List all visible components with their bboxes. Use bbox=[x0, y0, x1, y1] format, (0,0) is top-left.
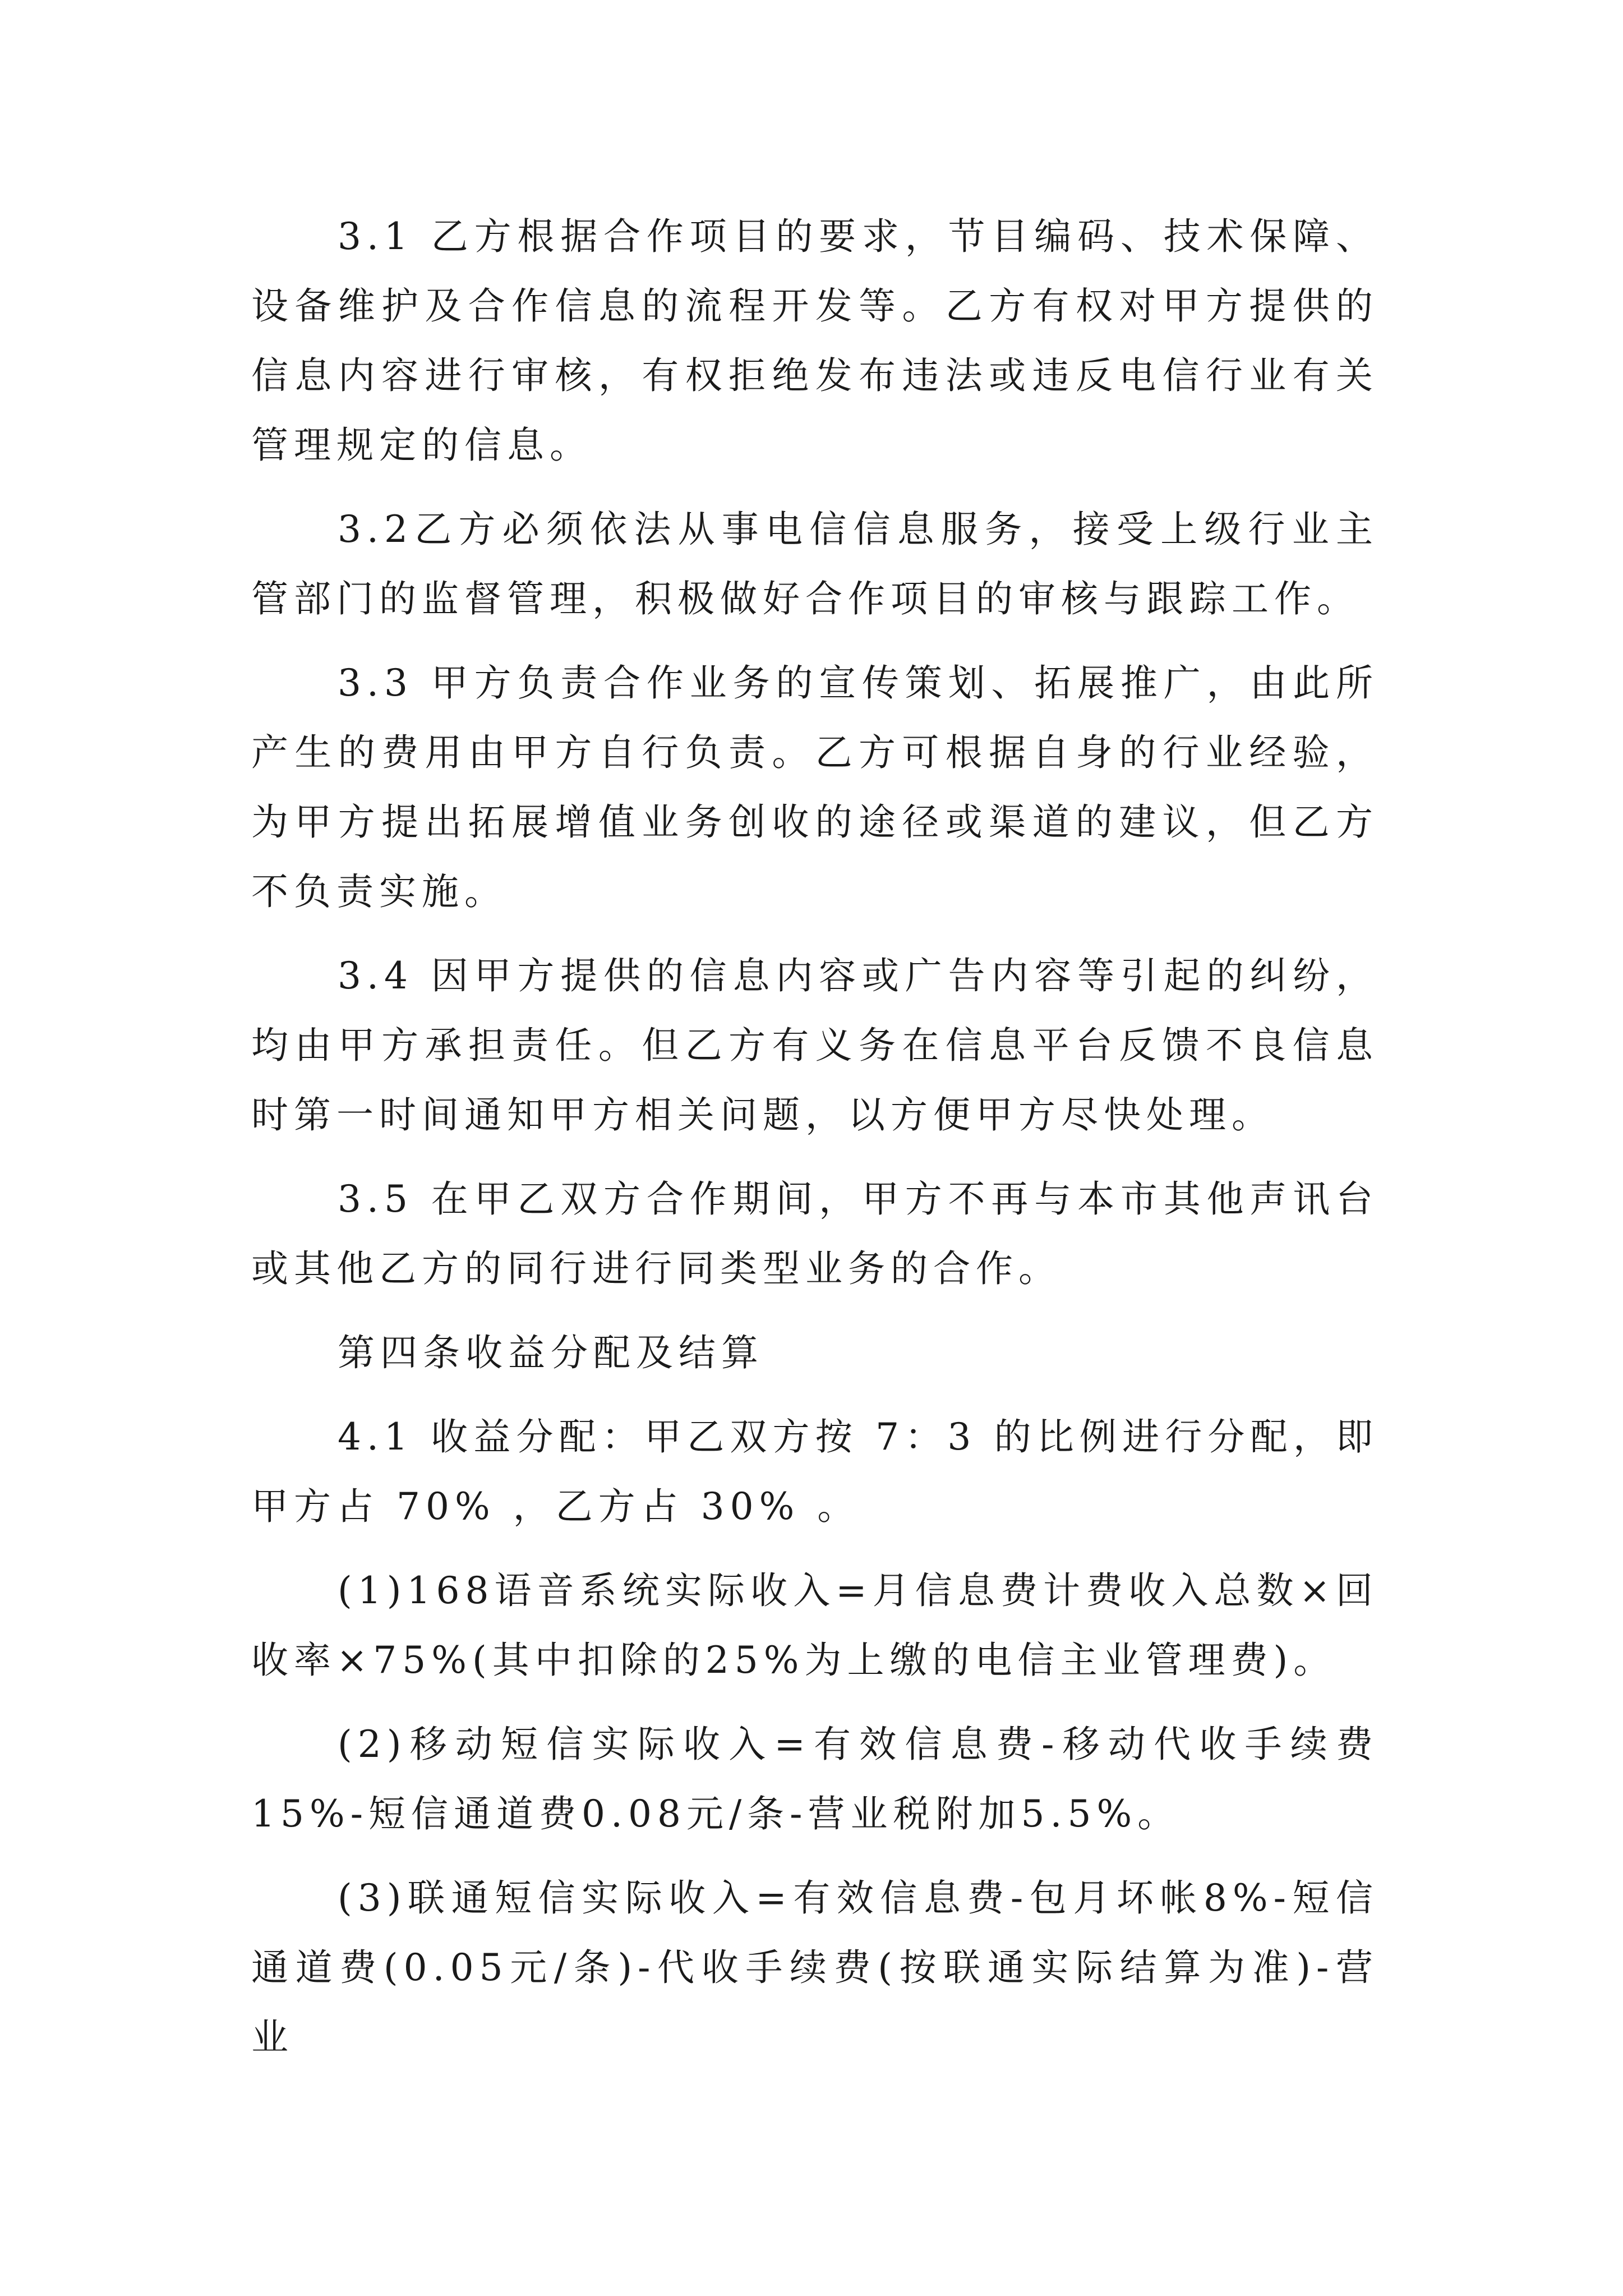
paragraph-3-4: 3.4 因甲方提供的信息内容或广告内容等引起的纠纷，均由甲方承担责任。但乙方有义务在信息平台反馈不良信息时第一时间通知甲方相关问题，以方便甲方尽快处理。 bbox=[251, 954, 1378, 1137]
paragraph-3-3: 3.3 甲方负责合作业务的宣传策划、拓展推广，由此所产生的费用由甲方自行负责。乙方可根据自身的行业经验，为甲方提出拓展增值业务创收的途径或渠道的建议，但乙方不负责实施。 bbox=[251, 661, 1378, 913]
paragraph-3-1: 3.1 乙方根据合作项目的要求，节目编码、技术保障、设备维护及合作信息的流程开发等。乙方有权对甲方提供的信息内容进行审核，有权拒绝发布违法或违反电信行业有关管理规定的信息。 bbox=[251, 215, 1378, 467]
paragraph-item-3: (3)联通短信实际收入=有效信息费-包月坏帐8%-短信通道费(0.05元/条)-代收手续费(按联通实际结算为准)-营业 bbox=[251, 1876, 1378, 2059]
paragraph-item-1: (1)168语音系统实际收入=月信息费计费收入总数×回收率×75%(其中扣除的25%为上缴的电信主业管理费)。 bbox=[251, 1569, 1378, 1682]
document-body bbox=[251, 202, 1378, 2072]
section-heading-article-4: 第四条收益分配及结算 bbox=[338, 1331, 764, 1374]
paragraph-3-5: 3.5 在甲乙双方合作期间，甲方不再与本市其他声讯台或其他乙方的同行进行同类型业务的合作。 bbox=[251, 1177, 1378, 1290]
paragraph-4-1: 4.1 收益分配：甲乙双方按 7：3 的比例进行分配，即甲方占 70% ，乙方占 30% 。 bbox=[251, 1415, 1378, 1528]
paragraph-3-2: 3.2乙方必须依法从事电信信息服务，接受上级行业主管部门的监督管理，积极做好合作项目的审核与跟踪工作。 bbox=[251, 508, 1378, 620]
paragraph-item-2: (2)移动短信实际收入=有效信息费-移动代收手续费15%-短信通道费0.08元/条-营业税附加5.5%。 bbox=[251, 1723, 1378, 1835]
